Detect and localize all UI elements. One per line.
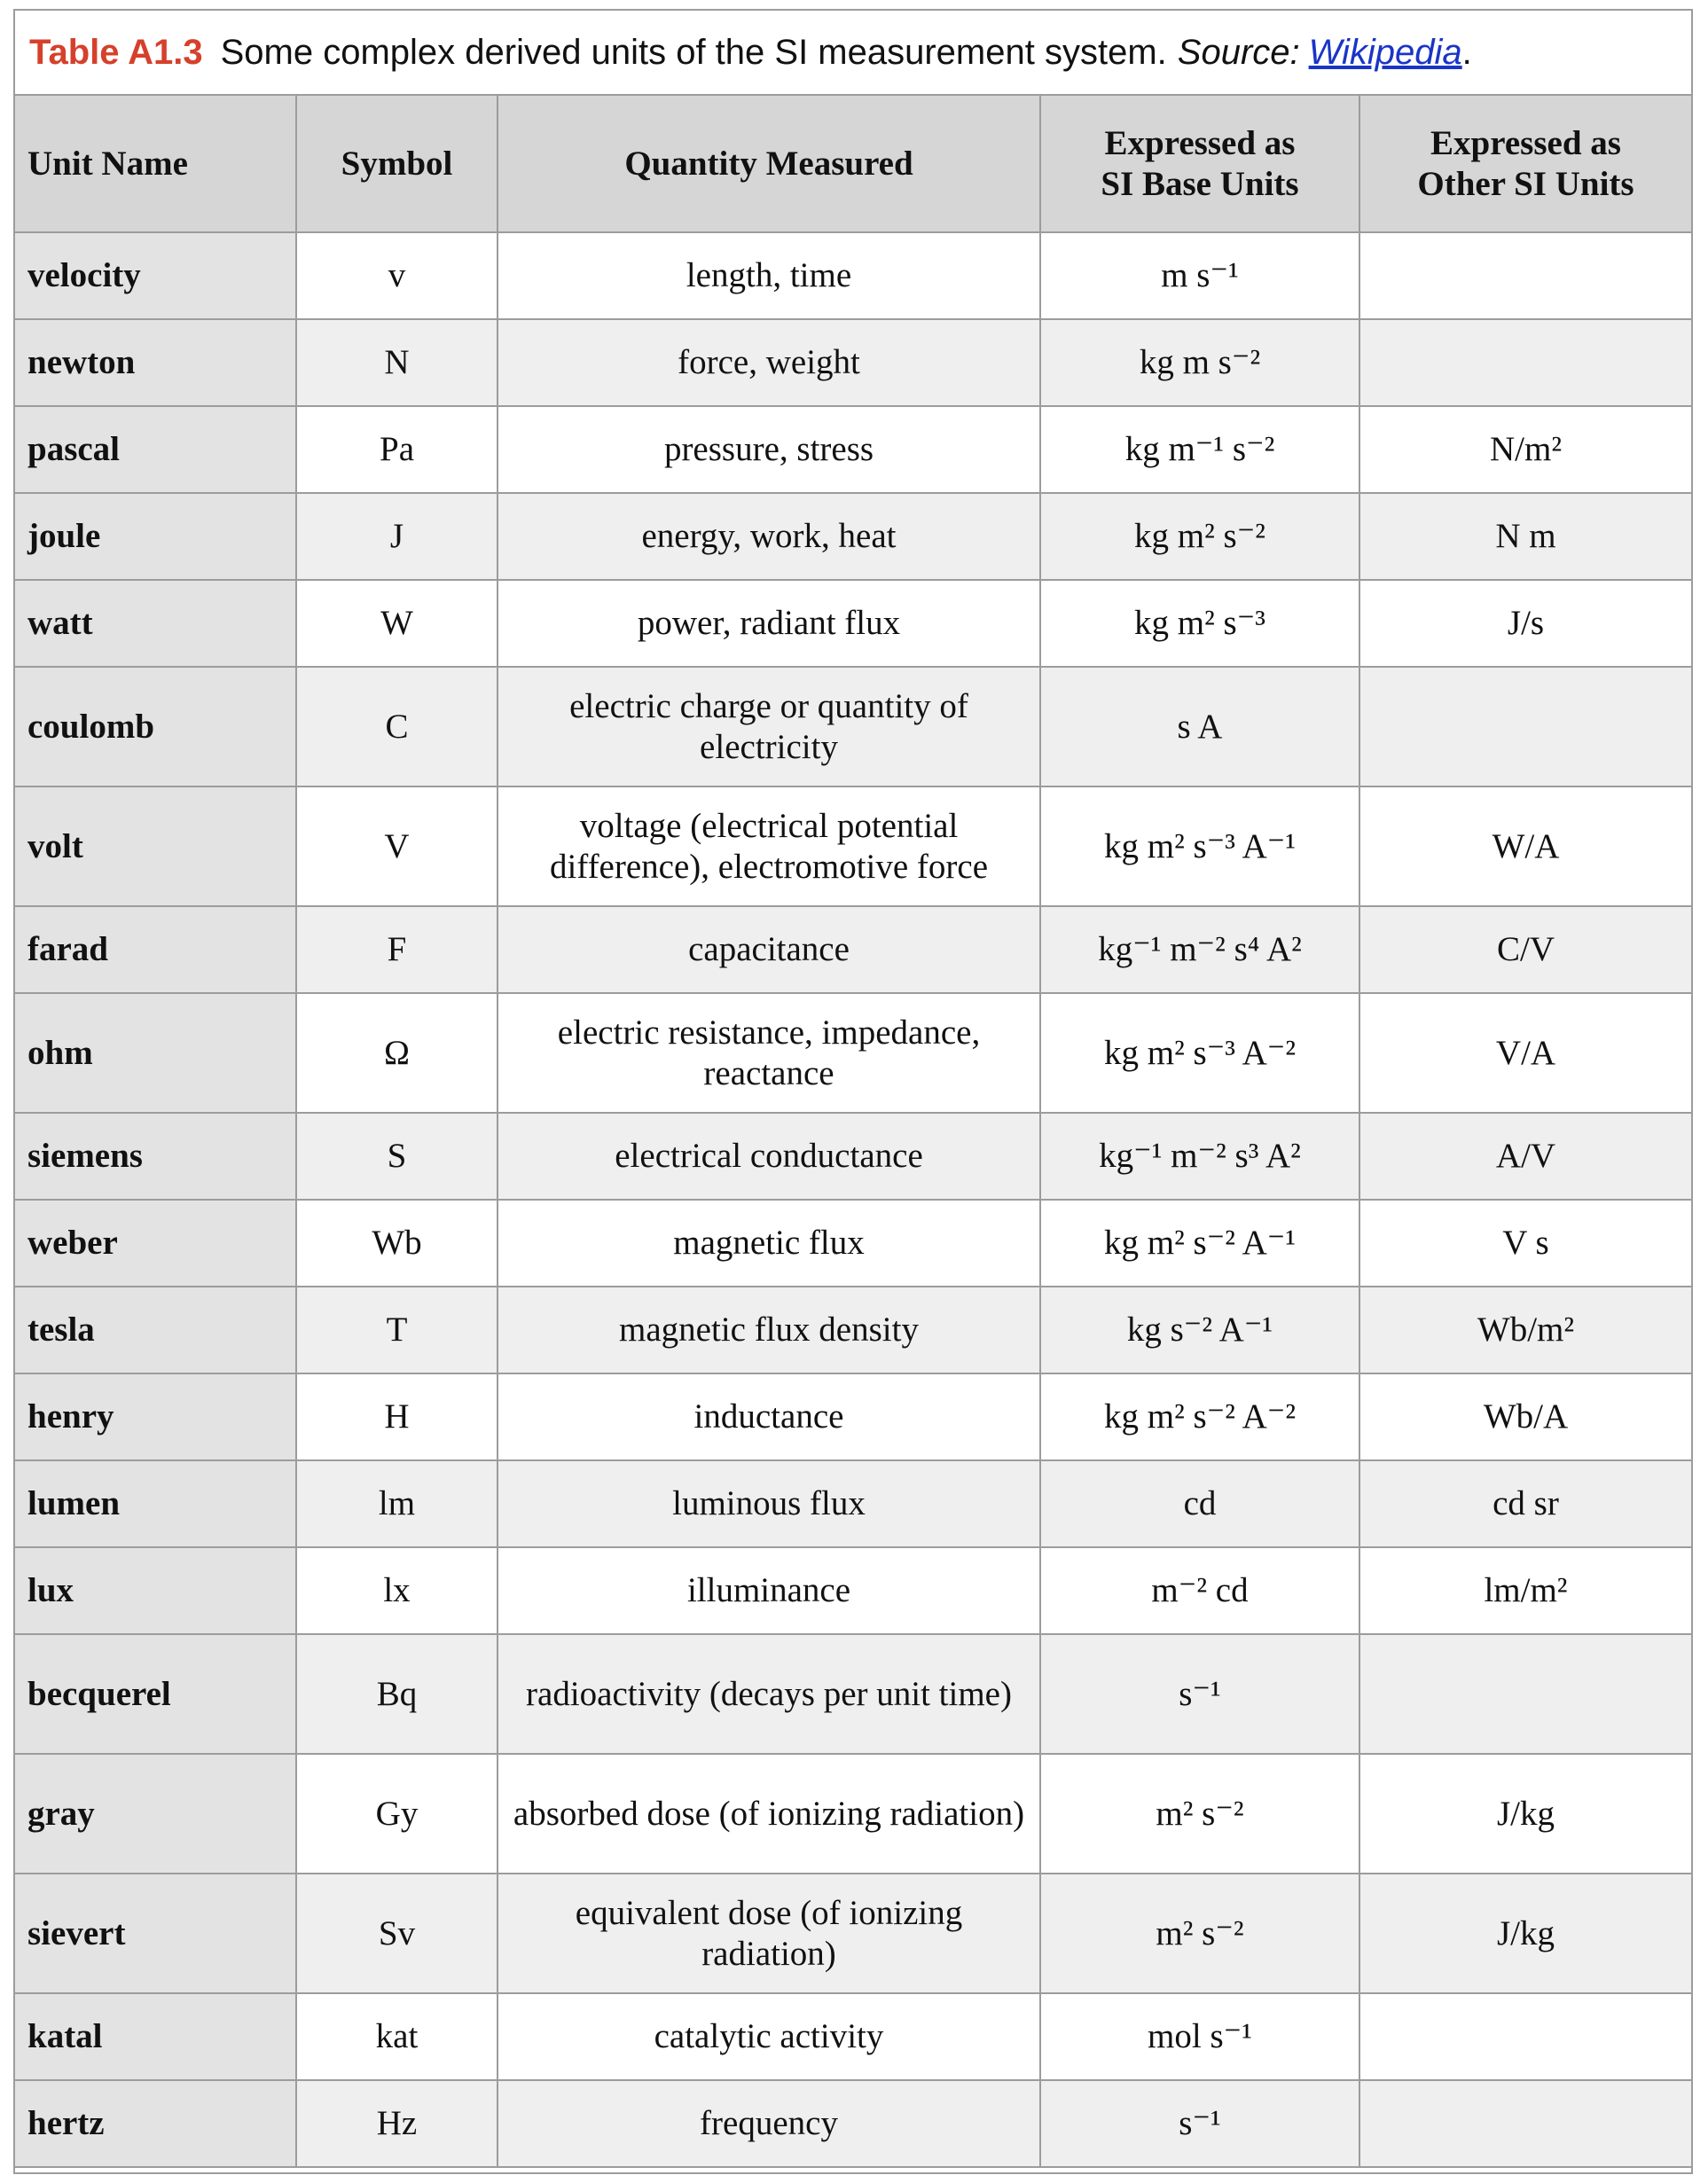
symbol-cell: V xyxy=(296,786,498,906)
table-row xyxy=(15,319,1691,406)
symbol-cell: lx xyxy=(296,1547,498,1634)
quantity-cell: electric resistance, impedance, reactance xyxy=(498,993,1040,1113)
other-si-units-cell: Wb/A xyxy=(1359,1373,1691,1460)
other-si-units-cell xyxy=(1359,2080,1691,2167)
table-row xyxy=(15,406,1691,493)
quantity-cell: frequency xyxy=(498,2080,1040,2167)
symbol-cell: W xyxy=(296,580,498,667)
symbol-cell: F xyxy=(296,906,498,993)
symbol-cell: Hz xyxy=(296,2080,498,2167)
quantity-cell: luminous flux xyxy=(498,1460,1040,1547)
table-row xyxy=(15,1993,1691,2080)
unit-name-cell: ohm xyxy=(15,993,296,1113)
si-base-units-cell: kg m² s⁻² A⁻² xyxy=(1040,1373,1359,1460)
quantity-cell: force, weight xyxy=(498,319,1040,406)
other-si-units-cell: cd sr xyxy=(1359,1460,1691,1547)
unit-name-cell: weber xyxy=(15,1200,296,1287)
table-row xyxy=(15,1287,1691,1373)
unit-name-cell: hertz xyxy=(15,2080,296,2167)
other-si-units-cell xyxy=(1359,667,1691,786)
unit-name-cell: lumen xyxy=(15,1460,296,1547)
other-si-units-cell: J/s xyxy=(1359,580,1691,667)
table-frame xyxy=(13,9,1693,2174)
header-si-base-line1: Expressed as xyxy=(1104,123,1296,162)
unit-name-cell: watt xyxy=(15,580,296,667)
table-row xyxy=(15,1373,1691,1460)
unit-name-cell: volt xyxy=(15,786,296,906)
unit-name-cell: velocity xyxy=(15,232,296,319)
quantity-cell: equivalent dose (of ionizing radiation) xyxy=(498,1874,1040,1993)
header-other-si xyxy=(1359,96,1691,232)
other-si-units-cell: Wb/m² xyxy=(1359,1287,1691,1373)
quantity-cell: magnetic flux density xyxy=(498,1287,1040,1373)
symbol-cell: v xyxy=(296,232,498,319)
other-si-units-cell: N/m² xyxy=(1359,406,1691,493)
caption-text: Some complex derived units of the SI measurement system. xyxy=(220,32,1167,72)
si-base-units-cell: kg m⁻¹ s⁻² xyxy=(1040,406,1359,493)
header-row xyxy=(15,96,1691,232)
table-row xyxy=(15,1547,1691,1634)
table-body xyxy=(15,232,1691,2167)
other-si-units-cell: C/V xyxy=(1359,906,1691,993)
table-row xyxy=(15,906,1691,993)
other-si-units-cell xyxy=(1359,319,1691,406)
header-si-base xyxy=(1040,96,1359,232)
unit-name-cell: henry xyxy=(15,1373,296,1460)
si-base-units-cell: kg⁻¹ m⁻² s³ A² xyxy=(1040,1113,1359,1200)
si-base-units-cell: kg m² s⁻³ xyxy=(1040,580,1359,667)
table-row xyxy=(15,1874,1691,1993)
wikipedia-link[interactable]: Wikipedia xyxy=(1308,32,1462,72)
quantity-cell: pressure, stress xyxy=(498,406,1040,493)
unit-name-cell: tesla xyxy=(15,1287,296,1373)
si-base-units-cell: m s⁻¹ xyxy=(1040,232,1359,319)
symbol-cell: J xyxy=(296,493,498,580)
symbol-cell: Wb xyxy=(296,1200,498,1287)
table-row xyxy=(15,2080,1691,2167)
si-base-units-cell: m⁻² cd xyxy=(1040,1547,1359,1634)
header-si-base-line2: SI Base Units xyxy=(1101,164,1299,203)
quantity-cell: electric charge or quantity of electricity xyxy=(498,667,1040,786)
caption-label: Table A1.3 xyxy=(29,32,203,72)
quantity-cell: magnetic flux xyxy=(498,1200,1040,1287)
other-si-units-cell: J/kg xyxy=(1359,1874,1691,1993)
table-row xyxy=(15,1113,1691,1200)
unit-name-cell: pascal xyxy=(15,406,296,493)
other-si-units-cell: lm/m² xyxy=(1359,1547,1691,1634)
other-si-units-cell: J/kg xyxy=(1359,1754,1691,1874)
other-si-units-cell: N m xyxy=(1359,493,1691,580)
table-row xyxy=(15,993,1691,1113)
si-base-units-cell: s⁻¹ xyxy=(1040,1634,1359,1754)
si-base-units-cell: s A xyxy=(1040,667,1359,786)
table-caption xyxy=(15,11,1691,96)
si-base-units-cell: m² s⁻² xyxy=(1040,1874,1359,1993)
quantity-cell: power, radiant flux xyxy=(498,580,1040,667)
symbol-cell: T xyxy=(296,1287,498,1373)
si-base-units-cell: kg s⁻² A⁻¹ xyxy=(1040,1287,1359,1373)
table-row xyxy=(15,667,1691,786)
si-base-units-cell: kg m² s⁻² xyxy=(1040,493,1359,580)
symbol-cell: Pa xyxy=(296,406,498,493)
unit-name-cell: sievert xyxy=(15,1874,296,1993)
symbol-cell: lm xyxy=(296,1460,498,1547)
table-row xyxy=(15,580,1691,667)
other-si-units-cell: W/A xyxy=(1359,786,1691,906)
table-row xyxy=(15,1634,1691,1754)
si-base-units-cell: kg m² s⁻² A⁻¹ xyxy=(1040,1200,1359,1287)
table-row xyxy=(15,1754,1691,1874)
quantity-cell: voltage (electrical potential difference), electromotive force xyxy=(498,786,1040,906)
si-base-units-cell: kg m² s⁻³ A⁻² xyxy=(1040,993,1359,1113)
unit-name-cell: lux xyxy=(15,1547,296,1634)
unit-name-cell: farad xyxy=(15,906,296,993)
quantity-cell: radioactivity (decays per unit time) xyxy=(498,1634,1040,1754)
si-base-units-cell: mol s⁻¹ xyxy=(1040,1993,1359,2080)
quantity-cell: illuminance xyxy=(498,1547,1040,1634)
other-si-units-cell: V s xyxy=(1359,1200,1691,1287)
header-quantity: Quantity Measured xyxy=(498,96,1040,232)
symbol-cell: Sv xyxy=(296,1874,498,1993)
quantity-cell: inductance xyxy=(498,1373,1040,1460)
unit-name-cell: becquerel xyxy=(15,1634,296,1754)
unit-name-cell: gray xyxy=(15,1754,296,1874)
symbol-cell: N xyxy=(296,319,498,406)
quantity-cell: capacitance xyxy=(498,906,1040,993)
other-si-units-cell xyxy=(1359,1634,1691,1754)
header-other-si-line2: Other SI Units xyxy=(1417,164,1634,203)
unit-name-cell: joule xyxy=(15,493,296,580)
unit-name-cell: siemens xyxy=(15,1113,296,1200)
symbol-cell: Gy xyxy=(296,1754,498,1874)
si-base-units-cell: cd xyxy=(1040,1460,1359,1547)
quantity-cell: electrical conductance xyxy=(498,1113,1040,1200)
other-si-units-cell xyxy=(1359,1993,1691,2080)
quantity-cell: length, time xyxy=(498,232,1040,319)
caption-source-label: Source: xyxy=(1177,32,1300,72)
unit-name-cell: coulomb xyxy=(15,667,296,786)
symbol-cell: H xyxy=(296,1373,498,1460)
symbol-cell: S xyxy=(296,1113,498,1200)
symbol-cell: Ω xyxy=(296,993,498,1113)
si-base-units-cell: m² s⁻² xyxy=(1040,1754,1359,1874)
header-unit-name: Unit Name xyxy=(15,96,296,232)
symbol-cell: C xyxy=(296,667,498,786)
quantity-cell: energy, work, heat xyxy=(498,493,1040,580)
other-si-units-cell: A/V xyxy=(1359,1113,1691,1200)
si-base-units-cell: kg⁻¹ m⁻² s⁴ A² xyxy=(1040,906,1359,993)
si-units-table xyxy=(15,96,1691,2168)
table-row xyxy=(15,493,1691,580)
symbol-cell: kat xyxy=(296,1993,498,2080)
unit-name-cell: newton xyxy=(15,319,296,406)
caption-period: . xyxy=(1461,32,1472,72)
si-base-units-cell: kg m² s⁻³ A⁻¹ xyxy=(1040,786,1359,906)
header-other-si-line1: Expressed as xyxy=(1430,123,1621,162)
unit-name-cell: katal xyxy=(15,1993,296,2080)
header-symbol: Symbol xyxy=(296,96,498,232)
table-row xyxy=(15,1460,1691,1547)
quantity-cell: absorbed dose (of ionizing radiation) xyxy=(498,1754,1040,1874)
symbol-cell: Bq xyxy=(296,1634,498,1754)
si-base-units-cell: kg m s⁻² xyxy=(1040,319,1359,406)
table-row xyxy=(15,232,1691,319)
quantity-cell: catalytic activity xyxy=(498,1993,1040,2080)
table-row xyxy=(15,1200,1691,1287)
other-si-units-cell xyxy=(1359,232,1691,319)
si-base-units-cell: s⁻¹ xyxy=(1040,2080,1359,2167)
table-row xyxy=(15,786,1691,906)
other-si-units-cell: V/A xyxy=(1359,993,1691,1113)
